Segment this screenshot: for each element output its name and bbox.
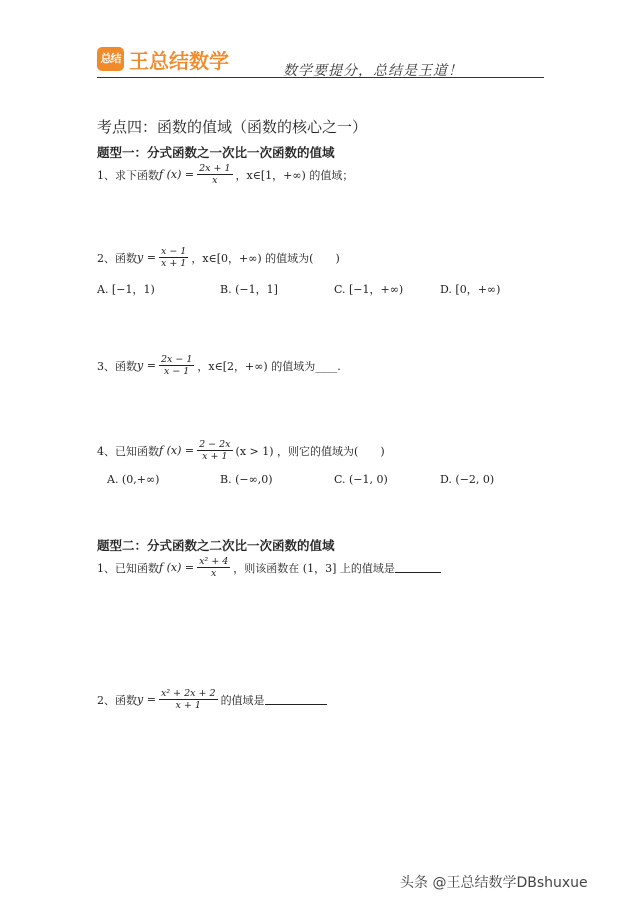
- q-func: y =: [137, 359, 156, 372]
- fraction-denominator: x − 1: [163, 366, 190, 377]
- answer-blank[interactable]: [395, 562, 441, 573]
- section-title: 考点四：函数的值域（函数的核心之一）: [97, 118, 368, 136]
- q-func: y =: [137, 251, 156, 264]
- fraction: [159, 246, 188, 269]
- q-domain: (x > 1) ，则它的值域为( ): [235, 444, 385, 458]
- fraction-numerator: 2 − 2x: [199, 439, 231, 450]
- q-prefix: 4、已知函数: [97, 444, 159, 458]
- option-b: B. (−1，1]: [220, 283, 278, 296]
- q-func: f (x) =: [159, 561, 195, 574]
- q-func: f (x) =: [159, 168, 195, 181]
- q-func: y =: [137, 693, 156, 706]
- option-b: B. (−∞,0): [220, 473, 273, 486]
- q-prefix: 3、函数: [97, 359, 137, 373]
- q-domain: ，x∈[0，+∞) 的值域为( ): [191, 251, 340, 265]
- q-domain: 的值域是: [220, 693, 265, 707]
- answer-blank[interactable]: [265, 694, 327, 705]
- fraction-numerator: 2x − 1: [160, 354, 193, 365]
- q-domain: ，x∈[2，+∞) 的值域为____.: [197, 359, 341, 373]
- fraction-numerator: x − 1: [160, 246, 187, 257]
- option-a: A. [−1，1): [97, 283, 155, 296]
- fraction-denominator: x + 1: [175, 700, 201, 711]
- type2-question-1: [97, 556, 441, 579]
- fraction: [159, 354, 194, 377]
- fraction-denominator: x: [211, 568, 217, 579]
- fraction-numerator: x² + 4: [199, 556, 229, 567]
- type1-question-4: [97, 439, 385, 462]
- fraction-numerator: x² + 2x + 2: [160, 688, 216, 699]
- option-a: A. (0,+∞): [107, 473, 160, 486]
- fraction-numerator: 2x + 1: [199, 163, 231, 174]
- type1-heading: 题型一：分式函数之一次比一次函数的值域: [97, 145, 335, 160]
- q-prefix: 1、已知函数: [97, 561, 159, 575]
- q-prefix: 2、函数: [97, 251, 137, 265]
- header-rule: [97, 77, 544, 78]
- slogan: 数学要提分，总结是王道！: [283, 63, 463, 79]
- q-domain: ，x∈[1，+∞) 的值域；: [235, 168, 354, 182]
- type1-question-3: [97, 354, 341, 377]
- q-prefix: 2、函数: [97, 693, 137, 707]
- option-c: C. (−1, 0): [334, 473, 388, 486]
- option-c: C. [−1，+∞): [334, 283, 404, 296]
- footer-watermark: 头条 @王总结数学DBshuxue: [400, 875, 588, 891]
- fraction: [197, 556, 230, 579]
- fraction: [159, 688, 218, 711]
- type1-question-2: [97, 246, 340, 269]
- option-d: D. [0，+∞): [440, 283, 501, 296]
- fraction-denominator: x + 1: [160, 258, 187, 269]
- fraction-denominator: x + 1: [202, 451, 228, 462]
- fraction-denominator: x: [212, 175, 218, 186]
- logo-text: 王总结数学: [129, 49, 229, 73]
- q-domain: ，则该函数在 (1，3] 上的值域是: [233, 561, 395, 575]
- type2-question-2: [97, 688, 327, 711]
- option-d: D. (−2, 0): [440, 473, 495, 486]
- q-prefix: 1、求下函数: [97, 168, 159, 182]
- fraction: [197, 163, 232, 186]
- fraction: [197, 439, 232, 462]
- logo-badge: 总结: [97, 47, 124, 71]
- type1-question-1: [97, 163, 353, 186]
- type2-heading: 题型二：分式函数之二次比一次函数的值域: [97, 538, 335, 553]
- q-func: f (x) =: [159, 444, 195, 457]
